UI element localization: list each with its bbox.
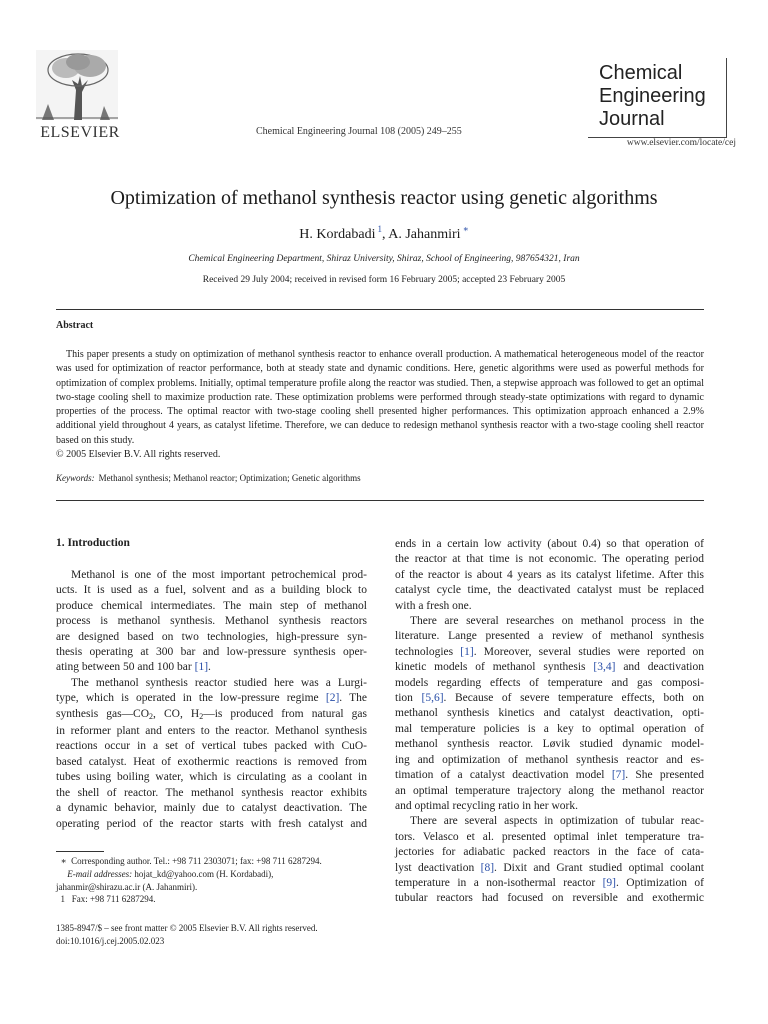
text-line: the reactor at that time is not economic. The operating period	[395, 553, 704, 566]
footnote-email	[56, 868, 376, 881]
reference-link[interactable]: [5,6]	[421, 692, 444, 705]
text-line: models regarding effects of temperature and gas composi-	[395, 676, 704, 689]
text-fragment: lyst deactivation	[395, 861, 475, 874]
text-fragment: . Dixit and Grant studied optimal coolant	[494, 861, 704, 874]
text-line: The methanol synthesis reactor studied here was a Lurgi-	[71, 676, 367, 689]
front-matter	[56, 922, 318, 948]
text-fragment: .	[208, 661, 211, 674]
reference-link[interactable]: [7]	[611, 769, 626, 782]
text-line	[395, 645, 704, 660]
journal-logo-line-3: Journal	[599, 108, 665, 130]
paper-title: Optimization of methanol synthesis reactor using genetic algorithms	[110, 187, 658, 209]
text-fragment: technologies	[395, 645, 454, 658]
footnote-text: Fax: +98 711 6287294.	[71, 894, 156, 905]
text-line: There are several researches on methanol process in the	[410, 615, 704, 628]
text-line: tubes using boiling water, which is circulating as a coolant in	[56, 771, 367, 784]
reference-link[interactable]: [3,4]	[593, 661, 616, 674]
abstract-top-divider	[56, 309, 704, 310]
text-line	[56, 707, 367, 724]
text-line: of the reactor is about 4 years as its catalyst lifetime. After this	[395, 568, 704, 581]
reference-link[interactable]: [8]	[480, 861, 495, 874]
text-line: a dynamic behavior, mainly due to catalyst deactivation. The	[56, 802, 367, 815]
affiliation: Chemical Engineering Department, Shiraz University, Shiraz, School of Engineering, 987654321, Iran	[188, 254, 580, 264]
journal-logo-line-2: Engineering	[599, 85, 706, 107]
text-fragment: timation of a catalyst deactivation model	[395, 769, 605, 782]
text-line: There are several aspects in optimization of tubular reac-	[410, 815, 704, 828]
subscript: 2	[149, 711, 154, 721]
author-separator: ,	[382, 227, 386, 242]
text-fragment: , CO, H	[153, 707, 200, 720]
footnote-email-2: jahanmir@shirazu.ac.ir (A. Jahanmiri).	[56, 881, 198, 892]
keywords-text: Methanol synthesis; Methanol reactor; Optimization; Genetic algorithms	[98, 473, 361, 483]
journal-logo-line-1: Chemical	[599, 62, 683, 84]
text-fragment: temperature in a non-isothermal reactor	[395, 876, 596, 889]
author-2-footnote-link[interactable]: ∗	[462, 224, 469, 234]
reference-link[interactable]: [1]	[194, 661, 209, 674]
text-fragment: —is produced from natural gas	[203, 707, 368, 720]
text-line: methanol synthesis kinetics and catalyst deactivation, opti-	[395, 707, 704, 720]
text-line: literature. Lange presented a review of methanol synthesis	[395, 630, 704, 643]
text-fragment: . She presented	[625, 769, 704, 782]
abstract-copyright: © 2005 Elsevier B.V. All rights reserved.	[56, 449, 221, 461]
abstract-heading: Abstract	[56, 320, 94, 331]
text-line: based catalyst. Heat of exothermic reactions is removed from	[56, 755, 367, 768]
text-line: ing and optimization of methanol synthesis reactor and es-	[395, 753, 704, 766]
footnote-divider	[56, 851, 104, 852]
text-fragment: synthesis gas—CO	[56, 707, 150, 720]
text-line: ucts. It is used as a fuel, solvent and as a building block to	[56, 584, 367, 597]
publisher-name: ELSEVIER	[40, 124, 120, 141]
text-line: thesis operating at 300 bar and low-pressure synthesis oper-	[56, 646, 367, 659]
footnotes	[56, 855, 376, 906]
text-fragment: type, which is operated in the low-pressure regime	[56, 692, 319, 705]
text-line: an optimal temperature trajectory along the methanol reactor	[395, 784, 704, 797]
text-fragment: ating between 50 and 100 bar	[56, 661, 192, 674]
subscript: 2	[199, 711, 204, 721]
section-heading-introduction: 1. Introduction	[56, 537, 130, 549]
text-line: the shell of reactor. The methanol synthesis reactor exhibits	[56, 786, 367, 799]
text-line: produce chemical intermediates. The main step of methanol	[56, 599, 367, 612]
text-fragment: . The	[339, 692, 368, 705]
received-dates: Received 29 July 2004; received in revised form 16 February 2005; accepted 23 February 2005	[202, 275, 566, 285]
author-2: A. Jahanmiri	[388, 227, 461, 242]
keywords-label: Keywords:	[56, 473, 95, 483]
text-line: in reformer plant and enters to the reactor. Methanol synthesis	[56, 725, 367, 738]
keywords	[56, 473, 361, 483]
text-line: mal temperature policies is a key to optimal operation of	[395, 722, 704, 735]
reference-link[interactable]: [9]	[602, 876, 617, 889]
text-line: Methanol is one of the most important petrochemical prod-	[71, 569, 367, 581]
doi-link[interactable]: doi:10.1016/j.cej.2005.02.023	[56, 936, 165, 946]
right-column-text	[395, 537, 704, 907]
text-fragment: kinetic models of methanol synthesis	[395, 661, 586, 674]
email-label: E-mail addresses:	[67, 868, 133, 879]
author-list	[0, 224, 768, 243]
text-line: ends in a certain low activity (about 0.4) so that operation of	[395, 538, 704, 550]
text-fragment: . Optimization of	[616, 876, 704, 889]
footnote-text: Corresponding author. Tel.: +98 711 2303071; fax: +98 711 6287294.	[71, 856, 322, 866]
issn-line: 1385-8947/$ – see front matter © 2005 Elsevier B.V. All rights reserved.	[56, 923, 318, 933]
text-line: reactions occur in a set of vertical tubes packed with CuO-	[56, 740, 367, 753]
footnote-corresponding	[56, 855, 376, 868]
text-line: catalyst cycle time, the deactivated catalyst must be replaced	[395, 584, 704, 597]
journal-logo-text	[599, 62, 706, 131]
text-line	[395, 876, 704, 891]
text-line: process is methanol synthesis. Methanol synthesis reactors	[56, 615, 367, 628]
abstract-text: This paper presents a study on optimization of methanol synthesis reactor to enhance overall production. A mathematical heterogeneous model of the reactor was used for optimization of reactor performance, both at steady state and dynamic conditions. Here, genetic algorithms were used as powerful methods for optimization of complex problems. Initially, optimal temperature profile along the reactor was studied. Then, a stepwise approach was followed to get an optimal two-stage cooling shell to maximize production rate. These optimization problems were performed through steady-state optimizations with regard to dynamic properties of the process. The optimal reactor with two-stage cooling shell presented higher performances. This optimization approach enhanced a 2.9% additional yield throughout 4 years, as catalyst lifetime. Therefore, we can deduce to redesign methanol synthesis reactor with a two-stage cooling shell reactor based on this study.	[56, 349, 704, 446]
left-column-text	[56, 568, 367, 832]
text-line	[56, 691, 367, 706]
reference-link[interactable]: [2]	[325, 692, 340, 705]
text-line: methanol synthesis reactor. Løvik studied dynamic model-	[395, 738, 704, 751]
journal-citation: Chemical Engineering Journal 108 (2005) 249–255	[256, 126, 462, 137]
text-fragment: tion	[395, 692, 413, 705]
text-fragment: . Moreover, several studies were reported on	[473, 645, 705, 658]
text-line	[395, 768, 704, 783]
text-line: with a fresh one.	[395, 599, 472, 612]
text-line	[56, 660, 367, 675]
elsevier-tree-logo-icon	[36, 50, 118, 120]
text-line: jectories for adiabatic packed reactors in the face of cata-	[395, 846, 704, 859]
abstract-body	[56, 348, 704, 462]
footnote-fax	[56, 893, 376, 906]
text-line: tors. Velasco et al. presented optimal inlet temperature tra-	[395, 830, 704, 843]
email-link[interactable]: hojat_kd@yahoo.com (H. Kordabadi),	[134, 868, 274, 879]
text-line: and optimal recycling ratio in her work.	[395, 799, 578, 812]
text-line	[395, 660, 704, 675]
text-line: are designed based on two technologies, high-pressure syn-	[56, 630, 367, 643]
text-line: operating period of the reactor starts with fresh catalyst and	[56, 817, 367, 830]
text-fragment: . Because of severe temperature effects, both on	[443, 692, 704, 705]
text-line	[395, 691, 704, 706]
text-line: tubular reactors had focused on reversible and exothermic	[395, 892, 704, 905]
reference-link[interactable]: [1]	[460, 645, 474, 658]
text-fragment: and deactivation	[623, 661, 704, 674]
text-line	[395, 861, 704, 876]
footnote-mark: 1	[60, 894, 65, 905]
journal-url-link[interactable]: www.elsevier.com/locate/cej	[626, 138, 736, 148]
author-1: H. Kordabadi	[299, 227, 376, 242]
abstract-bottom-divider	[56, 500, 704, 501]
author-1-footnote-link[interactable]: 1	[377, 224, 382, 234]
footnote-mark: ∗	[60, 856, 67, 866]
